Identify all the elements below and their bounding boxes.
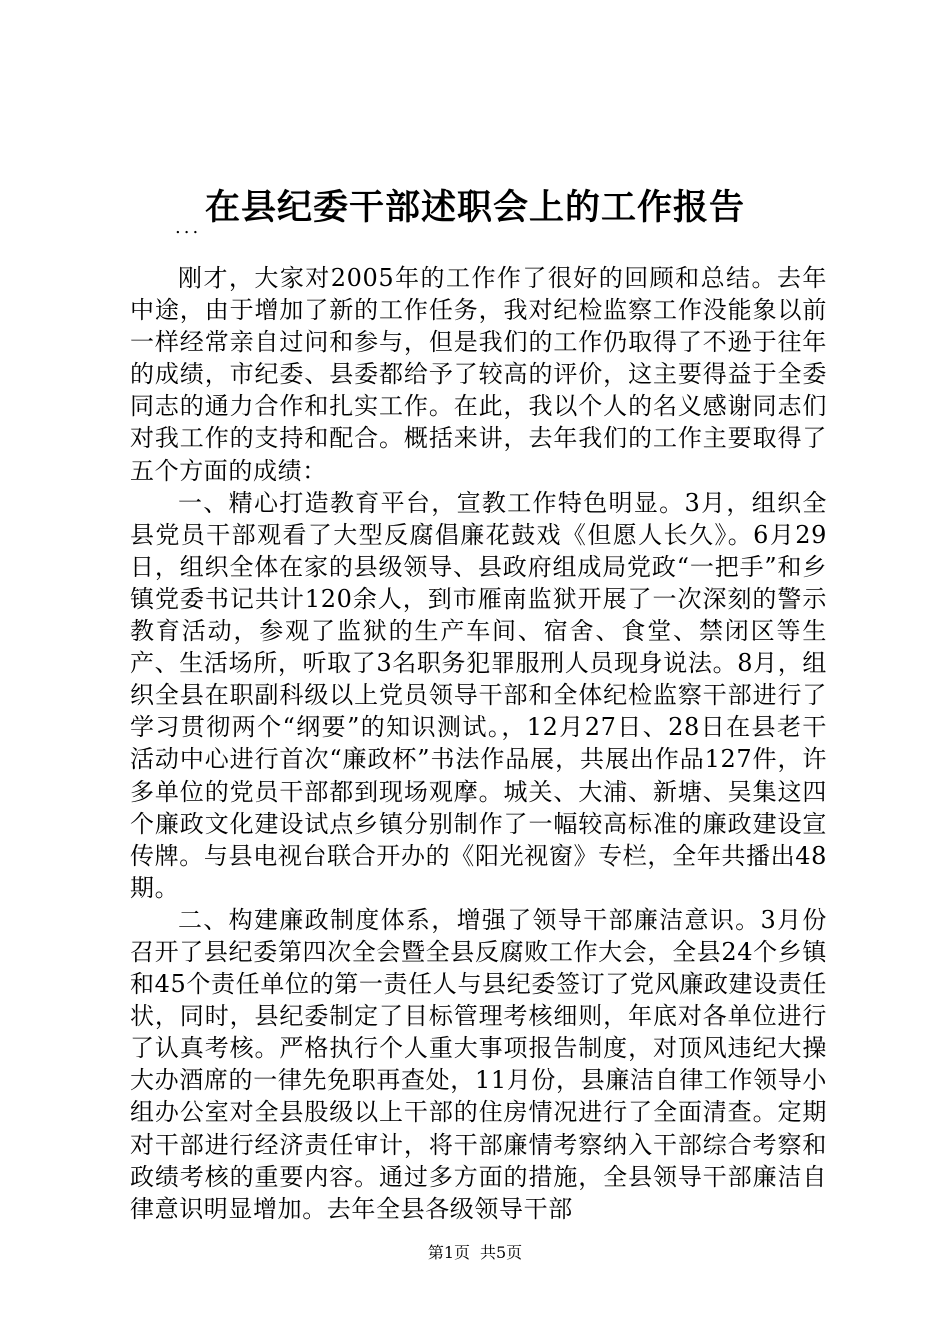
document-body (130, 262, 827, 1225)
document-title: 在县纪委干部述职会上的工作报告 (204, 187, 745, 228)
paragraph-section-one: 一、精心打造教育平台，宣教工作特色明显。3月，组织全县党员干部观看了大型反腐倡廉花鼓戏《但愿人长久》。6月29日，组织全体在家的县级领导、县政府组成局党政“一把手”和乡镇党委书记共计120余人，到市雁南监狱开展了一次深刻的警示教育活动，参观了监狱的生产车间、宿舍、食堂、禁闭区等生产、生活场所，听取了3名职务犯罪服刑人员现身说法。8月，组织全县在职副科级以上党员领导干部和全体纪检监察干部进行了学习贯彻两个“纲要”的知识测试。，12月27日、28日在县老干活动中心进行首次“廉政杯”书法作品展，共展出作品127件，许多单位的党员干部都到现场观摩。城关、大浦、新塘、吴集这四个廉政文化建设试点乡镇分别制作了一幅较高标准的廉政建设宣传牌。与县电视台联合开办的《阳光视窗》专栏，全年共播出48期。 (130, 488, 827, 902)
page-footer (0, 1242, 950, 1264)
paragraph-section-two: 二、构建廉政制度体系，增强了领导干部廉洁意识。3月份召开了县纪委第四次全会暨全县反腐败工作大会，全县24个乡镇和45个责任单位的第一责任人与县纪委签订了党风廉政建设责任状，同时，县纪委制定了目标管理考核细则，年底对各单位进行了认真考核。严格执行个人重大事项报告制度，对顶风违纪大操大办酒席的一律先免职再查处，11月份，县廉洁自律工作领导小组办公室对全县股级以上干部的住房情况进行了全面清查。定期对干部进行经济责任审计，将干部廉情考察纳入干部综合考察和政绩考核的重要内容。通过多方面的措施，全县领导干部廉洁自律意识明显增加。去年全县各级领导干部 (130, 905, 827, 1223)
page-number: 第1页 (427, 1243, 470, 1262)
page-total: 共5页 (480, 1243, 523, 1262)
paragraph-intro: 刚才，大家对2005年的工作作了很好的回顾和总结。去年中途，由于增加了新的工作任务，我对纪检监察工作没能象以前一样经常亲自过问和参与，但是我们的工作仍取得了不逊于往年的成绩，市纪委、县委都给予了较高的评价，这主要得益于全委同志的通力合作和扎实工作。在此，我以个人的名义感谢同志们对我工作的支持和配合。概括来讲，去年我们的工作主要取得了五个方面的成绩： (130, 264, 827, 485)
ellipsis-marker: ... (175, 217, 202, 238)
